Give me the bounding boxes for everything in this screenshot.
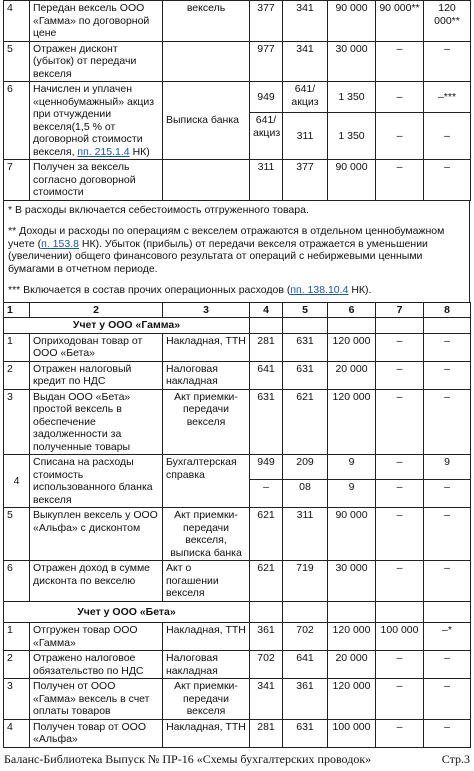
document-cell xyxy=(163,41,250,82)
table-row xyxy=(4,333,471,361)
amount-cell: 90 000 xyxy=(328,160,376,201)
debit-cell: 311 xyxy=(250,160,283,201)
operation-desc xyxy=(30,82,163,160)
debit-cell: – xyxy=(250,480,283,508)
income-cell: – xyxy=(376,561,424,602)
expense-cell: – xyxy=(424,389,471,455)
law-link[interactable]: п. 153.8 xyxy=(41,237,79,250)
debit-cell: 377 xyxy=(250,1,283,42)
income-cell: – xyxy=(376,41,424,82)
operation-desc: Оприходован товар от ООО «Бета» xyxy=(30,333,163,361)
section-row xyxy=(4,318,471,334)
document-cell: Накладная, ТТН xyxy=(163,719,250,747)
document-cell: Акт приемки-передачи векселя, выписка банка xyxy=(163,508,250,561)
document-cell: Накладная, ТТН xyxy=(163,333,250,361)
document-cell: Акт приемки-передачи векселя xyxy=(163,389,250,455)
row-number: 1 xyxy=(4,623,30,651)
amount-cell: 30 000 xyxy=(328,41,376,82)
amount-cell: 1 350 xyxy=(328,113,376,160)
credit-cell: 631 xyxy=(283,719,328,747)
expense-cell: – xyxy=(424,361,471,389)
credit-cell: 341 xyxy=(283,1,328,42)
operation-desc: Получен за вексель согласно договорной стоимости xyxy=(30,160,163,201)
footer-title: Баланс-Библиотека Выпуск № ПР-16 «Схемы бухгалтерских проводок» xyxy=(4,752,372,766)
credit-cell: 209 xyxy=(283,455,328,480)
table-row xyxy=(4,561,471,602)
document-cell: Налоговая накладная xyxy=(163,361,250,389)
column-header: 5 xyxy=(283,302,328,318)
debit-cell: 361 xyxy=(250,623,283,651)
row-number: 5 xyxy=(4,508,30,561)
debit-cell: 702 xyxy=(250,651,283,679)
expense-cell: – xyxy=(424,333,471,361)
table-row xyxy=(4,651,471,679)
credit-cell: 311 xyxy=(283,508,328,561)
credit-cell: 702 xyxy=(283,623,328,651)
expense-cell: – xyxy=(424,651,471,679)
income-cell: – xyxy=(376,160,424,201)
desc-text: Начислен и уплачен «ценнобумажный» акциз при отчуждении векселя(1,5 % от договорной стоимости векселя, xyxy=(33,83,155,158)
empty-cell xyxy=(328,601,376,623)
credit-cell: 641/ акциз xyxy=(283,82,328,113)
empty-cell xyxy=(376,601,424,623)
amount-cell: 90 000 xyxy=(328,508,376,561)
expense-cell: – xyxy=(424,508,471,561)
expense-cell: – xyxy=(424,41,471,82)
table-row xyxy=(4,82,471,113)
income-cell: – xyxy=(376,508,424,561)
section-row xyxy=(4,601,471,623)
expense-cell: –* xyxy=(424,623,471,651)
empty-cell xyxy=(283,601,328,623)
debit-cell: 621 xyxy=(250,508,283,561)
row-number: 2 xyxy=(4,361,30,389)
credit-cell: 641 xyxy=(283,651,328,679)
expense-cell: – xyxy=(424,561,471,602)
main-table xyxy=(3,302,471,748)
row-number: 4 xyxy=(4,1,30,42)
operation-desc: Выкуплен вексель у ООО «Альфа» с дисконтом xyxy=(30,508,163,561)
table-row xyxy=(4,41,471,82)
table-row xyxy=(4,623,471,651)
footnote-2 xyxy=(8,225,465,275)
table-row xyxy=(4,361,471,389)
credit-cell: 631 xyxy=(283,333,328,361)
document-cell: вексель xyxy=(163,1,250,42)
income-cell: – xyxy=(376,480,424,508)
expense-cell: 120 000** xyxy=(424,1,471,42)
desc-text-end: НК) xyxy=(129,145,150,158)
footnotes xyxy=(3,201,470,302)
credit-cell: 361 xyxy=(283,679,328,720)
row-number: 6 xyxy=(4,82,30,160)
footnote-text: *** Включается в состав прочих операционных расходов ( xyxy=(8,284,291,296)
empty-cell xyxy=(424,318,471,334)
credit-cell: 341 xyxy=(283,41,328,82)
debit-cell: 621 xyxy=(250,561,283,602)
credit-cell: 621 xyxy=(283,389,328,455)
credit-cell: 631 xyxy=(283,361,328,389)
expense-cell: – xyxy=(424,480,471,508)
column-header: 1 xyxy=(4,302,30,318)
row-number: 3 xyxy=(4,389,30,455)
document-cell: Бухгалтерская справка xyxy=(163,455,250,508)
document-cell: Выписка банка xyxy=(163,82,250,160)
document-cell xyxy=(163,160,250,201)
expense-cell: –*** xyxy=(424,82,471,113)
income-cell: 90 000** xyxy=(376,1,424,42)
section-title: Учет у ООО «Бета» xyxy=(4,601,250,623)
row-number: 5 xyxy=(4,41,30,82)
debit-cell: 641/ акциз xyxy=(250,113,283,160)
amount-cell: 120 000 xyxy=(328,623,376,651)
income-cell: – xyxy=(376,679,424,720)
income-cell: – xyxy=(376,389,424,455)
column-header: 3 xyxy=(163,302,250,318)
operation-desc: Получен от ООО «Гамма» вексель в счет оплаты товаров xyxy=(30,679,163,720)
amount-cell: 120 000 xyxy=(328,389,376,455)
column-header: 8 xyxy=(424,302,471,318)
table-row xyxy=(4,679,471,720)
top-table xyxy=(3,0,471,201)
footnote-text: ** Доходы и расходы по операциям с векселем отражаются в отдельном ценнобумажном учете ( xyxy=(8,225,445,250)
row-number: 3 xyxy=(4,679,30,720)
empty-cell xyxy=(250,601,283,623)
amount-cell: 20 000 xyxy=(328,361,376,389)
credit-cell: 719 xyxy=(283,561,328,602)
amount-cell: 30 000 xyxy=(328,561,376,602)
credit-cell: 311 xyxy=(283,113,328,160)
income-cell: – xyxy=(376,333,424,361)
debit-cell: 977 xyxy=(250,41,283,82)
footnote-text-end: НК). Убыток (прибыль) от передачи векселя отражается в уменьшении (увеличении) общего финансового результата от операций с небиржевыми ценными бумагами в отчетном периоде. xyxy=(8,237,428,275)
column-header: 2 xyxy=(30,302,163,318)
operation-desc: Выдан ООО «Бета» простой вексель в обеспечение задолженности за полученные товары xyxy=(30,389,163,455)
expense-cell: – xyxy=(424,719,471,747)
table-row xyxy=(4,508,471,561)
document-cell: Акт о погашении векселя xyxy=(163,561,250,602)
income-cell: – xyxy=(376,361,424,389)
income-cell: – xyxy=(376,455,424,480)
document-cell: Акт приемки-передачи векселя xyxy=(163,679,250,720)
document-cell: Налоговая накладная xyxy=(163,651,250,679)
debit-cell: 949 xyxy=(250,82,283,113)
amount-cell: 120 000 xyxy=(328,333,376,361)
income-cell: – xyxy=(376,82,424,113)
empty-cell xyxy=(283,318,328,334)
income-cell: 100 000 xyxy=(376,623,424,651)
operation-desc: Получен товар от ООО «Альфа» xyxy=(30,719,163,747)
operation-desc: Списана на расходы стоимость использованного бланка векселя xyxy=(30,455,163,508)
income-cell: – xyxy=(376,651,424,679)
amount-cell: 90 000 xyxy=(328,1,376,42)
row-number: 7 xyxy=(4,160,30,201)
operation-desc: Отражен доход в сумме дисконта по векселю xyxy=(30,561,163,602)
table-row xyxy=(4,160,471,201)
credit-cell: 377 xyxy=(283,160,328,201)
empty-cell xyxy=(328,318,376,334)
footnote-1: * В расходы включается себестоимость отгруженного товара. xyxy=(8,203,309,216)
table-row xyxy=(4,1,471,42)
debit-cell: 281 xyxy=(250,333,283,361)
operation-desc: Отражен налоговый кредит по НДС xyxy=(30,361,163,389)
empty-cell xyxy=(424,601,471,623)
operation-desc: Отражен дисконт (убыток) от передачи векселя xyxy=(30,41,163,82)
amount-cell: 20 000 xyxy=(328,651,376,679)
empty-cell xyxy=(250,318,283,334)
table-row xyxy=(4,389,471,455)
table-row xyxy=(4,719,471,747)
law-link[interactable]: пп. 215.1.4 xyxy=(77,145,130,158)
column-header: 7 xyxy=(376,302,424,318)
operation-desc: Передан вексель ООО «Гамма» по договорной цене xyxy=(30,1,163,42)
footnote-3 xyxy=(8,284,465,297)
page-footer xyxy=(4,752,470,767)
row-number: 2 xyxy=(4,651,30,679)
amount-cell: 1 350 xyxy=(328,82,376,113)
document-cell: Накладная, ТТН xyxy=(163,623,250,651)
debit-cell: 949 xyxy=(250,455,283,480)
operation-desc: Отгружен товар ООО «Гамма» xyxy=(30,623,163,651)
row-number: 4 xyxy=(4,455,30,508)
expense-cell: – xyxy=(424,160,471,201)
expense-cell: – xyxy=(424,679,471,720)
row-number: 6 xyxy=(4,561,30,602)
operation-desc: Отражено налоговое обязательство по НДС xyxy=(30,651,163,679)
debit-cell: 281 xyxy=(250,719,283,747)
income-cell: – xyxy=(376,719,424,747)
column-header: 6 xyxy=(328,302,376,318)
footnote-text-end: НК). xyxy=(348,284,372,296)
amount-cell: 9 xyxy=(328,455,376,480)
debit-cell: 641 xyxy=(250,361,283,389)
empty-cell xyxy=(376,318,424,334)
expense-cell: – xyxy=(424,113,471,160)
amount-cell: 100 000 xyxy=(328,719,376,747)
income-cell: – xyxy=(376,113,424,160)
credit-cell: 08 xyxy=(283,480,328,508)
header-row xyxy=(4,302,471,318)
row-number: 4 xyxy=(4,719,30,747)
debit-cell: 631 xyxy=(250,389,283,455)
law-link[interactable]: пп. 138.10.4 xyxy=(290,284,349,296)
debit-cell: 341 xyxy=(250,679,283,720)
row-number: 1 xyxy=(4,333,30,361)
page-number: Стр.3 xyxy=(441,752,470,766)
table-row xyxy=(4,455,471,480)
column-header: 4 xyxy=(250,302,283,318)
expense-cell: 9 xyxy=(424,455,471,480)
amount-cell: 9 xyxy=(328,480,376,508)
section-title: Учет у ООО «Гамма» xyxy=(4,318,250,334)
amount-cell: 120 000 xyxy=(328,679,376,720)
